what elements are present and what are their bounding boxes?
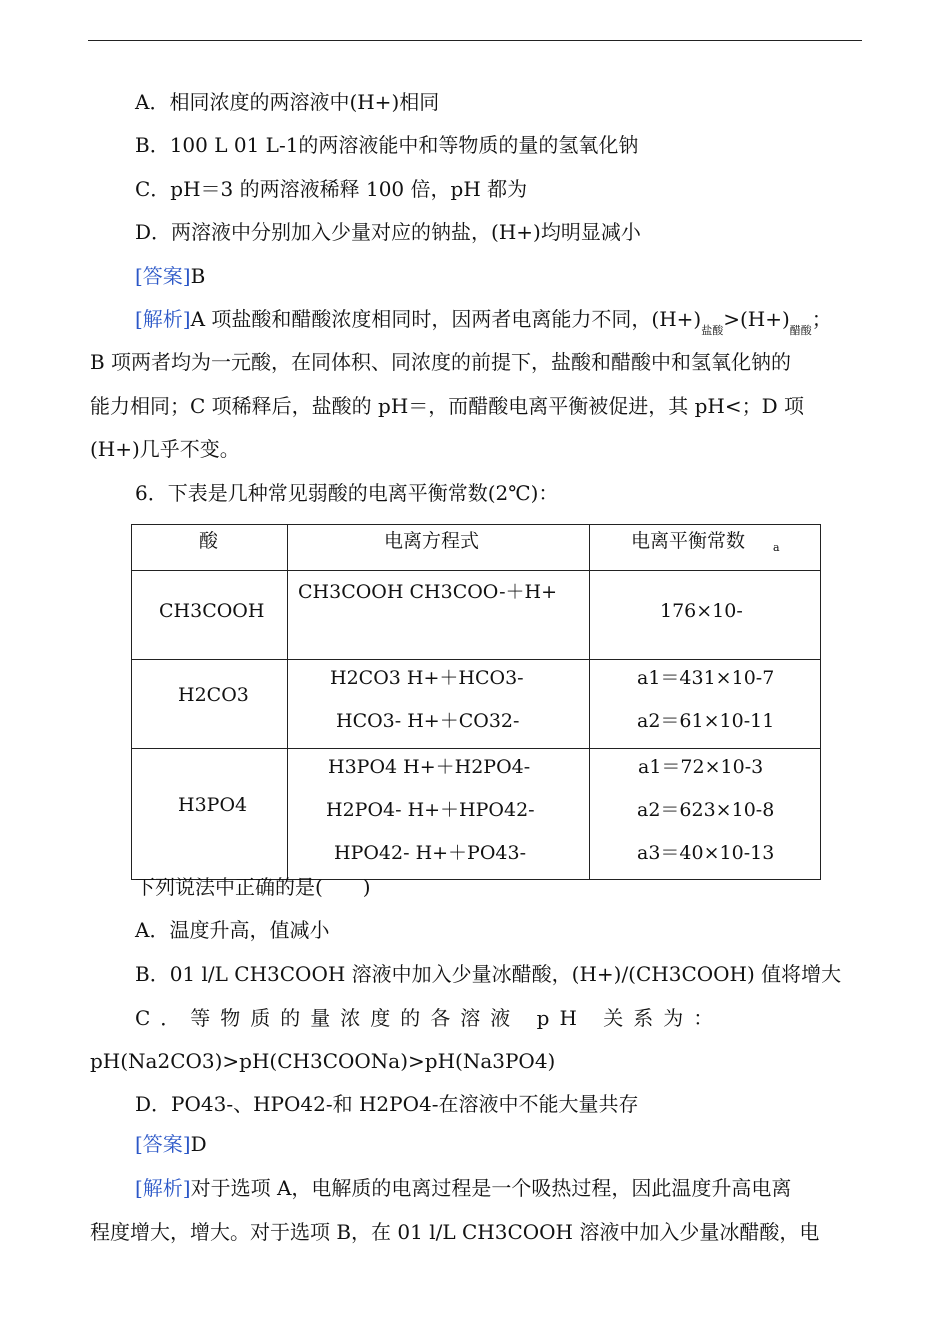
q5-analysis-line-4: (H+)几乎不变。 [90, 437, 240, 461]
analysis-text: >(H+) [723, 307, 790, 331]
header-acid: 酸 [132, 525, 288, 571]
subscript-acetic: 醋酸 [789, 324, 812, 337]
q6-analysis-line-1 [135, 1176, 791, 1200]
q5-analysis-line-1 [135, 307, 832, 335]
table-row: H3PO4 H3PO4 H+＋H2PO4- H2PO4- H+＋HPO42- HPO42- H+＋PO43- a1＝72×10-3 a2＝623×10-8 a3＝40×10-13 [132, 749, 821, 880]
q5-analysis-line-2: B 项两者均为一元酸，在同体积、同浓度的前提下，盐酸和醋酸中和氢氧化钠的 [90, 350, 792, 374]
answer-tag: [答案] [135, 264, 191, 288]
subscript-hcl: 盐酸 [701, 324, 724, 337]
q5-option-b: B．100 L 01 L-1的两溶液能中和等物质的量的氢氧化钠 [135, 133, 639, 157]
table-header-row [132, 525, 821, 571]
q5-option-d: D．两溶液中分别加入少量对应的钠盐，(H+)均明显减小 [135, 220, 641, 244]
header-equation: 电离方程式 [288, 525, 590, 571]
analysis-tag: [解析] [135, 1176, 191, 1200]
header-constant: 电离平衡常数 a [590, 525, 821, 571]
header-rule [88, 40, 862, 41]
analysis-text: 对于选项 A，电解质的电离过程是一个吸热过程，因此温度升高电离 [190, 1176, 792, 1200]
table-row: CH3COOH CH3COOH CH3COO-＋H+ 176×10- [132, 571, 821, 660]
q5-option-a: A．相同浓度的两溶液中(H+)相同 [135, 90, 440, 114]
answer-value: D [190, 1132, 207, 1156]
q6-option-b: B．01 l/L CH3COOH 溶液中加入少量冰醋酸，(H+)/(CH3COOH) 值将增大 [135, 962, 842, 986]
q6-option-c-line-2: pH(Na2CO3)>pH(CH3COONa)>pH(Na3PO4) [90, 1049, 556, 1073]
q6-option-c-line-1: C．等物质的量浓度的各溶液 pH 关系为： [135, 1006, 724, 1030]
q6-analysis-line-2: 程度增大，增大。对于选项 B，在 01 l/L CH3COOH 溶液中加入少量冰醋酸，电 [90, 1220, 820, 1244]
q6-stem: 6．下表是几种常见弱酸的电离平衡常数(2℃)： [135, 481, 559, 505]
answer-value: B [190, 264, 206, 288]
analysis-text: ； [811, 307, 832, 331]
table-row: H2CO3 H2CO3 H+＋HCO3- HCO3- H+＋CO32- a1＝431×10-7 a2＝61×10-11 [132, 660, 821, 749]
q6-option-d: D．PO43-、HPO42-和 H2PO4-在溶液中不能大量共存 [135, 1092, 639, 1116]
analysis-tag: [解析] [135, 307, 191, 331]
q6-option-a: A．温度升高，值减小 [135, 918, 330, 942]
q5-analysis-line-3: 能力相同；C 项稀释后，盐酸的 pH＝，而醋酸电离平衡被促进，其 pH<；D 项 [90, 394, 805, 418]
q5-option-c: C．pH＝3 的两溶液稀释 100 倍，pH 都为 [135, 177, 528, 201]
analysis-text: A 项盐酸和醋酸浓度相同时，因两者电离能力不同，(H+) [190, 307, 702, 331]
answer-tag: [答案] [135, 1132, 191, 1156]
q6-answer [135, 1132, 207, 1156]
constants-table [131, 524, 821, 880]
q6-prompt: 下列说法中正确的是( ) [135, 875, 371, 899]
q5-answer [135, 264, 205, 288]
